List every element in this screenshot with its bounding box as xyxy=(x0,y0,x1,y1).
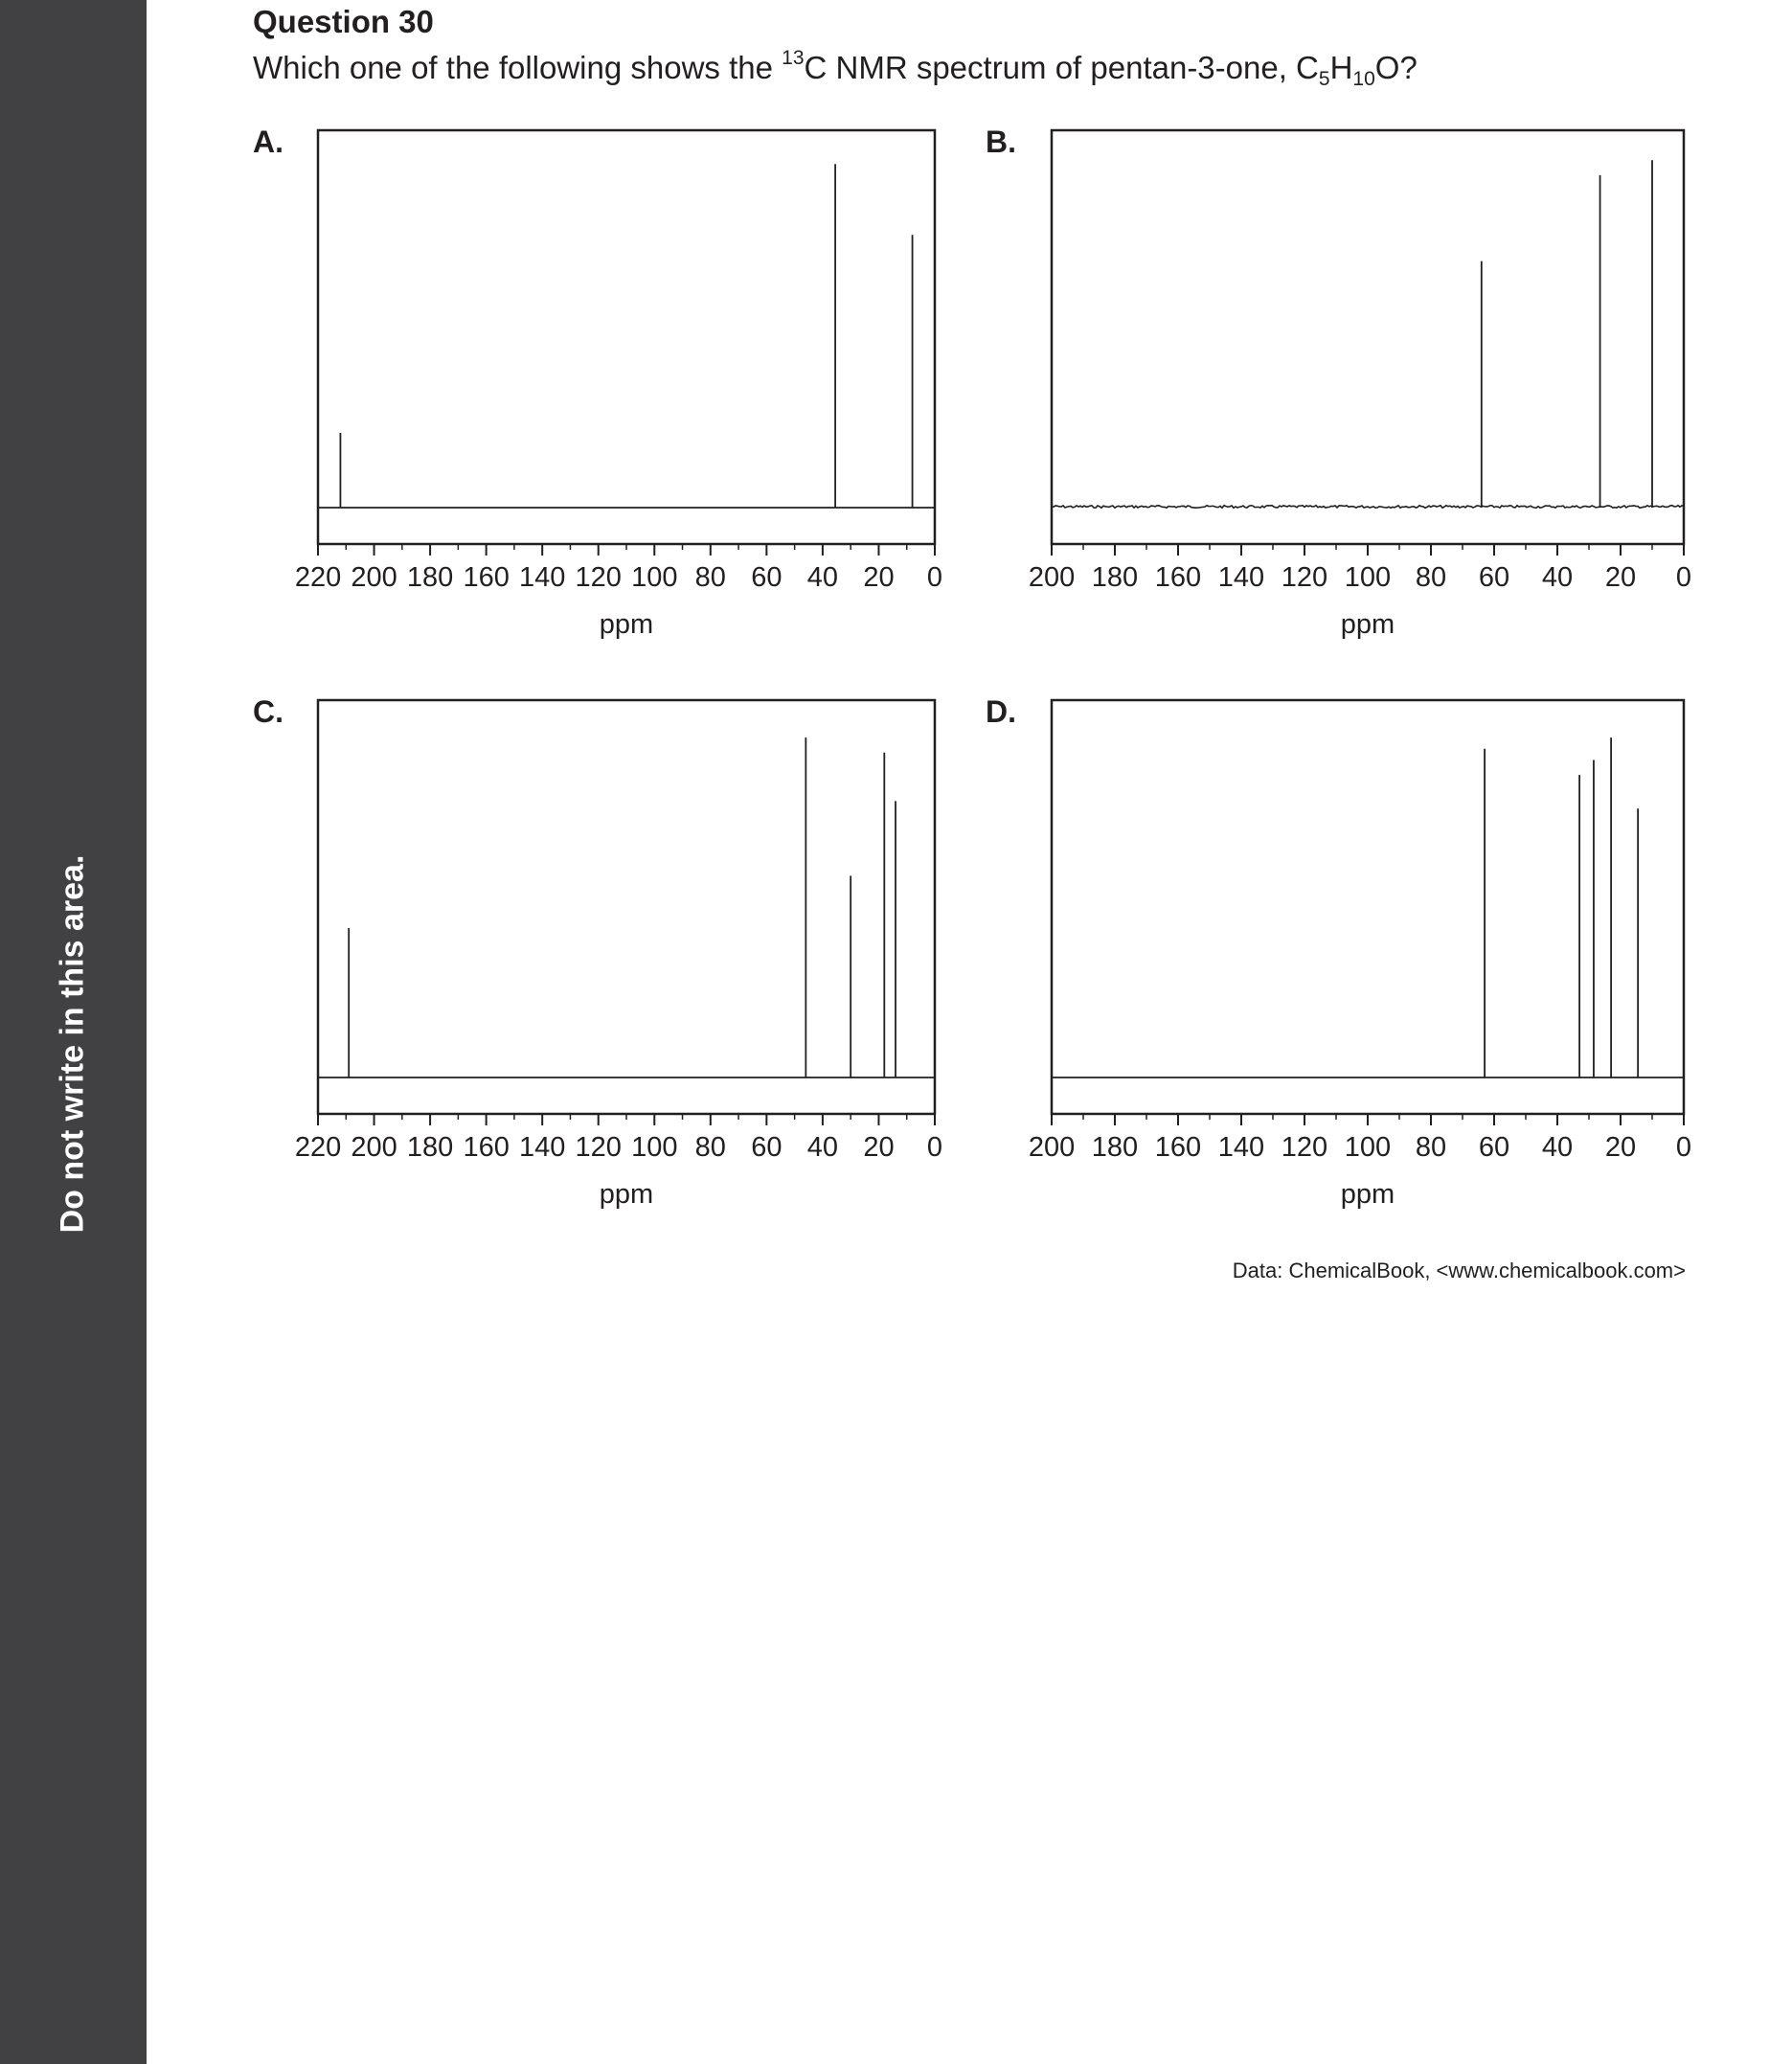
question-text-middle: C NMR spectrum of pentan-3-one, C xyxy=(804,50,1319,85)
x-tick-label: 120 xyxy=(575,1132,622,1163)
option-label-a: A. xyxy=(253,125,284,159)
x-tick-label: 220 xyxy=(294,1132,342,1163)
x-axis-label: ppm xyxy=(1340,609,1395,640)
hydrogen-symbol: H xyxy=(1329,50,1353,85)
x-tick-label: 100 xyxy=(631,1132,678,1163)
x-tick-label: 100 xyxy=(631,562,678,593)
x-tick-label: 0 xyxy=(1675,1132,1692,1163)
x-tick-label: 80 xyxy=(694,562,726,593)
spectrum-a xyxy=(294,128,943,646)
x-tick-label: 80 xyxy=(694,1132,726,1163)
x-tick-label: 160 xyxy=(1154,1132,1202,1163)
option-label-c: C. xyxy=(253,694,284,729)
x-tick-label: 180 xyxy=(1091,562,1139,593)
spectrum-b xyxy=(1028,128,1692,646)
x-axis-label: ppm xyxy=(599,609,654,640)
x-tick-label: 60 xyxy=(751,562,783,593)
x-tick-label: 40 xyxy=(1541,1132,1574,1163)
x-tick-label: 140 xyxy=(518,1132,566,1163)
plot-frame xyxy=(318,130,935,544)
x-tick-label: 0 xyxy=(926,1132,943,1163)
spectrum-c xyxy=(294,698,943,1215)
x-tick-label: 140 xyxy=(1217,562,1265,593)
x-tick-label: 100 xyxy=(1344,562,1392,593)
x-tick-label: 0 xyxy=(926,562,943,593)
x-tick-label: 220 xyxy=(294,562,342,593)
x-axis-label: ppm xyxy=(1340,1179,1395,1210)
plot-frame xyxy=(318,700,935,1114)
margin-bar xyxy=(0,0,147,2064)
x-tick-label: 160 xyxy=(1154,562,1202,593)
carbon-count: 5 xyxy=(1318,68,1330,90)
spectrum-baseline xyxy=(1052,506,1684,509)
x-tick-label: 200 xyxy=(351,1132,397,1163)
x-tick-label: 160 xyxy=(463,1132,510,1163)
x-tick-label: 20 xyxy=(863,1132,895,1163)
question-text xyxy=(253,47,1418,90)
x-tick-label: 200 xyxy=(351,562,397,593)
margin-note: Do not write in this area. xyxy=(54,854,91,1234)
x-tick-label: 120 xyxy=(1281,562,1328,593)
x-tick-label: 200 xyxy=(1028,562,1076,593)
plot-frame xyxy=(1052,130,1684,544)
x-tick-label: 20 xyxy=(863,562,895,593)
x-tick-label: 40 xyxy=(806,1132,839,1163)
question-text-start: Which one of the following shows the xyxy=(253,50,783,85)
x-tick-label: 20 xyxy=(1604,562,1637,593)
question-title: Question 30 xyxy=(253,4,434,39)
x-tick-label: 60 xyxy=(1478,1132,1510,1163)
x-tick-label: 60 xyxy=(1478,562,1510,593)
isotope-mass: 13 xyxy=(782,47,805,69)
x-tick-label: 20 xyxy=(1604,1132,1637,1163)
x-tick-label: 100 xyxy=(1344,1132,1392,1163)
spectrum-d xyxy=(1028,698,1692,1215)
x-tick-label: 160 xyxy=(463,562,510,593)
x-tick-label: 180 xyxy=(1091,1132,1139,1163)
x-tick-label: 40 xyxy=(1541,562,1574,593)
x-tick-label: 0 xyxy=(1675,562,1692,593)
x-tick-label: 80 xyxy=(1415,562,1447,593)
x-tick-label: 180 xyxy=(406,562,454,593)
source-note: Data: ChemicalBook, <www.chemicalbook.com> xyxy=(1232,1259,1686,1282)
x-tick-label: 200 xyxy=(1028,1132,1076,1163)
x-tick-label: 40 xyxy=(806,562,839,593)
option-label-d: D. xyxy=(986,694,1016,729)
x-axis-label: ppm xyxy=(599,1179,654,1210)
x-tick-label: 140 xyxy=(1217,1132,1265,1163)
x-tick-label: 80 xyxy=(1415,1132,1447,1163)
x-tick-label: 140 xyxy=(518,562,566,593)
x-tick-label: 180 xyxy=(406,1132,454,1163)
question-text-end: O? xyxy=(1374,50,1418,85)
option-label-b: B. xyxy=(986,125,1016,159)
x-tick-label: 60 xyxy=(751,1132,783,1163)
x-tick-label: 120 xyxy=(575,562,622,593)
hydrogen-count: 10 xyxy=(1352,68,1375,90)
plot-frame xyxy=(1052,700,1684,1114)
x-tick-label: 120 xyxy=(1281,1132,1328,1163)
